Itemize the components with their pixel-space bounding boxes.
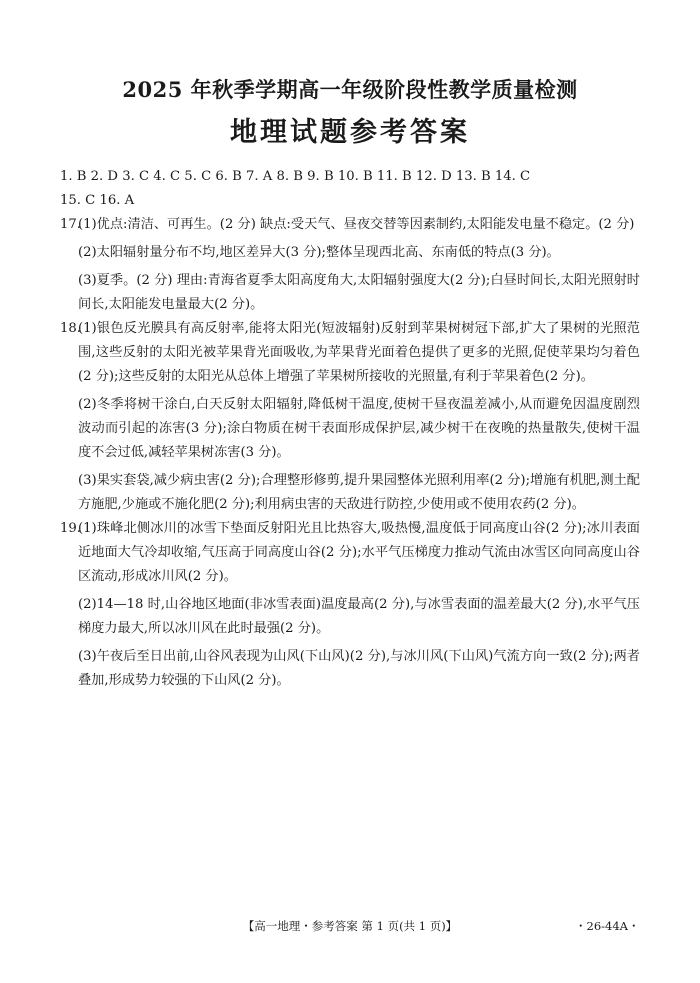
choice-answers-line-1: 1. B 2. D 3. C 4. C 5. C 6. B 7. A 8. B 9. B 10. B 11. B 12. D 13. B 14. C	[60, 169, 531, 184]
question-number: 17.	[60, 217, 81, 232]
q19-part-2: (2)14—18 时,山谷地区地面(非冰雪表面)温度最高(2 分),与冰雪表面的温差最大(2 分),水平气压梯度力最大,所以冰川风在此时最强(2 分)。	[78, 597, 640, 636]
question-number: 19.	[60, 521, 81, 536]
footer-page-info: 【高一地理・参考答案 第 1 页(共 1 页)】	[242, 919, 458, 933]
q19-part-1: (1)珠峰北侧冰川的冰雪下垫面反射阳光且比热容大,吸热慢,温度低于同高度山谷(2 分);冰川表面近地面大气冷却收缩,气压高于同高度山谷(2 分);水平气压梯度力推动气流由冰雪区向同高度山谷区流动,形成冰川风(2 分)。	[78, 521, 640, 584]
q17-part-2: (2)太阳辐射量分布不均,地区差异大(3 分);整体呈现西北高、东南低的特点(3 分)。	[78, 245, 560, 260]
question-19	[60, 517, 640, 693]
q17-part-3: (3)夏季。(2 分) 理由:青海省夏季太阳高度角大,太阳辐射强度大(2 分);白昼时间长,太阳光照射时间长,太阳能发电量最大(2 分)。	[78, 273, 640, 312]
q19-part-3: (3)午夜后至日出前,山谷风表现为山风(下山风)(2 分),与冰川风(下山风)气流方向一致(2 分);两者叠加,形成势力较强的下山风(2 分)。	[78, 649, 640, 688]
answer-key-title: 地理试题参考答案	[230, 117, 470, 148]
q18-part-2: (2)冬季将树干涂白,白天反射太阳辐射,降低树干温度,使树干昼夜温差减小,从而避免因温度剧烈波动而引起的冻害(3 分);涂白物质在树干表面形成保护层,减少树干在夜晚的热量散失,使树干温度不会过低,减轻苹果树冻害(3 分)。	[78, 397, 640, 460]
q18-part-1: (1)银色反光膜具有高反射率,能将太阳光(短波辐射)反射到苹果树树冠下部,扩大了果树的光照范围,这些反射的太阳光被苹果背光面吸收,为苹果背光面着色提供了更多的光照,促使苹果均匀着色(2 分);这些反射的太阳光从总体上增强了苹果树所接收的光照量,有利于苹果着色(2 分)。	[78, 321, 640, 384]
question-17	[60, 213, 640, 317]
q18-part-3: (3)果实套袋,减少病虫害(2 分);合理整形修剪,提升果园整体光照利用率(2 分);增施有机肥,测土配方施肥,少施或不施化肥(2 分);利用病虫害的天敌进行防控,少使用或不使用农药(2 分)。	[78, 473, 640, 512]
answer-content	[60, 165, 640, 693]
choice-answers-line-2: 15. C 16. A	[60, 193, 135, 208]
question-number: 18.	[60, 321, 81, 336]
question-18	[60, 317, 640, 517]
q17-part-1: (1)优点:清洁、可再生。(2 分) 缺点:受天气、昼夜交替等因素制约,太阳能发电量不稳定。(2 分)	[78, 217, 635, 232]
footer-code: ・26-44A・	[575, 919, 640, 933]
exam-title: 2025 年秋季学期高一年级阶段性教学质量检测	[122, 77, 578, 102]
